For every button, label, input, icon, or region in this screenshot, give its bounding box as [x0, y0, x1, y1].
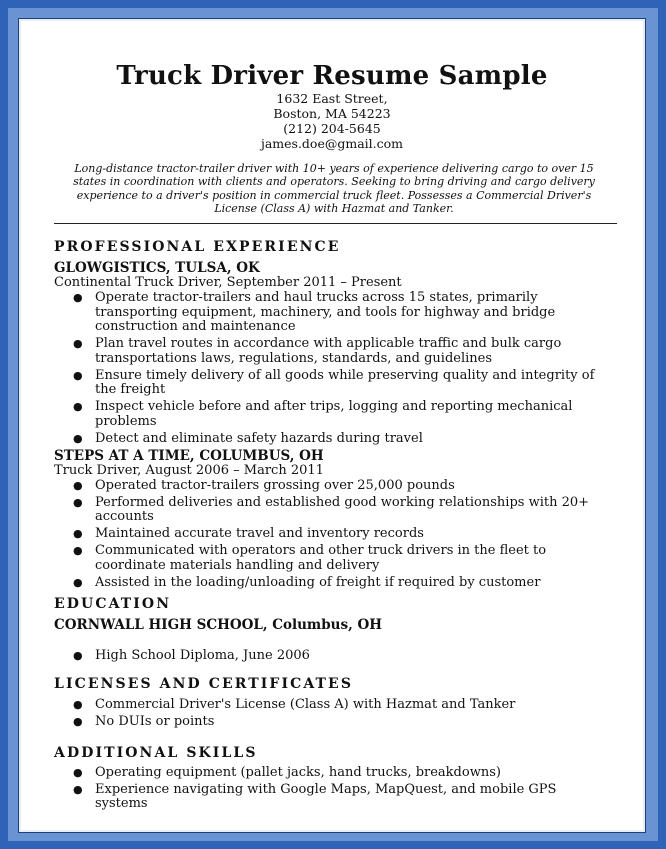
summary: Long-distance tractor-trailer driver with 10+ years of experience delivering cargo to over 15 states in coordination with clients and operators. Seeking to bring driving and cargo delivery experience to a driver's position in commercial truck fleet. Possesses a Commercial Driver's License (Class A) with Hazmat and Tanker.: [73, 162, 595, 215]
list-item: ● Ensure timely delivery of all goods while preserving quality and integrity of the freight: [73, 367, 595, 398]
address-line-2: Boston, MA 54223: [273, 106, 391, 121]
list-item: ● Assisted in the loading/unloading of freight if required by customer: [73, 574, 541, 590]
section-heading-experience: PROFESSIONAL EXPERIENCE: [54, 239, 341, 255]
section-heading-skills: ADDITIONAL SKILLS: [54, 745, 258, 761]
job-bullets: [69, 291, 609, 448]
resume-page: [18, 18, 646, 833]
divider: [54, 223, 617, 224]
bullet-icon: ●: [73, 368, 83, 382]
job-company: GLOWGISTICS, TULSA, OK: [54, 260, 260, 276]
list-item: ● Communicated with operators and other truck drivers in the fleet to coordinate materials handling and delivery: [73, 543, 547, 573]
bullet-icon: ●: [73, 495, 83, 509]
section-heading-licenses: LICENSES AND CERTIFICATES: [54, 676, 354, 692]
bullet-icon: ●: [73, 714, 83, 728]
document-frame: [8, 8, 658, 841]
page-title: Truck Driver Resume Sample: [116, 61, 548, 91]
email: james.doe@gmail.com: [260, 136, 404, 151]
school-name: CORNWALL HIGH SCHOOL, Columbus, OH: [54, 617, 382, 633]
bullet-icon: ●: [73, 291, 83, 304]
list-item: ● Plan travel routes in accordance with applicable traffic and bulk cargo transportations laws, regulations, standards, and guidelines: [73, 336, 562, 366]
job-role: Truck Driver, August 2006 – March 2011: [54, 463, 324, 478]
list-item: ● Operate tractor-trailers and haul trucks across 15 states, primarily transporting equipment, machinery, and tools for highway and bridge construction and maintenance: [73, 290, 556, 335]
education-bullets: [69, 649, 609, 666]
bullet-icon: ●: [73, 337, 83, 351]
job-role: Continental Truck Driver, September 2011 – Present: [54, 275, 402, 290]
job-bullets: [69, 479, 609, 593]
list-item: ● Detect and eliminate safety hazards during travel: [73, 430, 423, 446]
section-heading-education: EDUCATION: [54, 596, 172, 612]
list-item: ● Operating equipment (pallet jacks, hand trucks, breakdowns): [73, 765, 501, 780]
bullet-icon: ●: [73, 782, 83, 796]
job-company: STEPS AT A TIME, COLUMBUS, OH: [54, 448, 324, 464]
bullet-icon: ●: [73, 431, 83, 445]
list-item: ● No DUIs or points: [73, 713, 215, 729]
address-line-1: 1632 East Street,: [276, 91, 388, 106]
list-item: ● Inspect vehicle before and after trips, logging and reporting mechanical problems: [73, 399, 573, 429]
list-item: ● Commercial Driver's License (Class A) with Hazmat and Tanker: [73, 697, 516, 712]
list-item: ● Maintained accurate travel and inventory records: [73, 526, 424, 542]
bullet-icon: ●: [73, 698, 83, 711]
list-item: ● Performed deliveries and established good working relationships with 20+ accounts: [73, 494, 590, 525]
bullet-icon: ●: [73, 479, 83, 492]
skills-bullets: [69, 766, 609, 814]
bullet-icon: ●: [73, 400, 83, 414]
bullet-icon: ●: [73, 527, 83, 541]
bullet-icon: ●: [73, 544, 83, 558]
bullet-icon: ●: [73, 766, 83, 779]
list-item: ● Operated tractor-trailers grossing over 25,000 pounds: [73, 478, 455, 493]
bullet-icon: ●: [73, 649, 83, 662]
licenses-bullets: [69, 698, 609, 732]
phone: (212) 204-5645: [283, 121, 381, 136]
bullet-icon: ●: [73, 575, 83, 589]
list-item: ● Experience navigating with Google Maps, MapQuest, and mobile GPS systems: [73, 781, 557, 812]
list-item: ● High School Diploma, June 2006: [73, 648, 310, 663]
